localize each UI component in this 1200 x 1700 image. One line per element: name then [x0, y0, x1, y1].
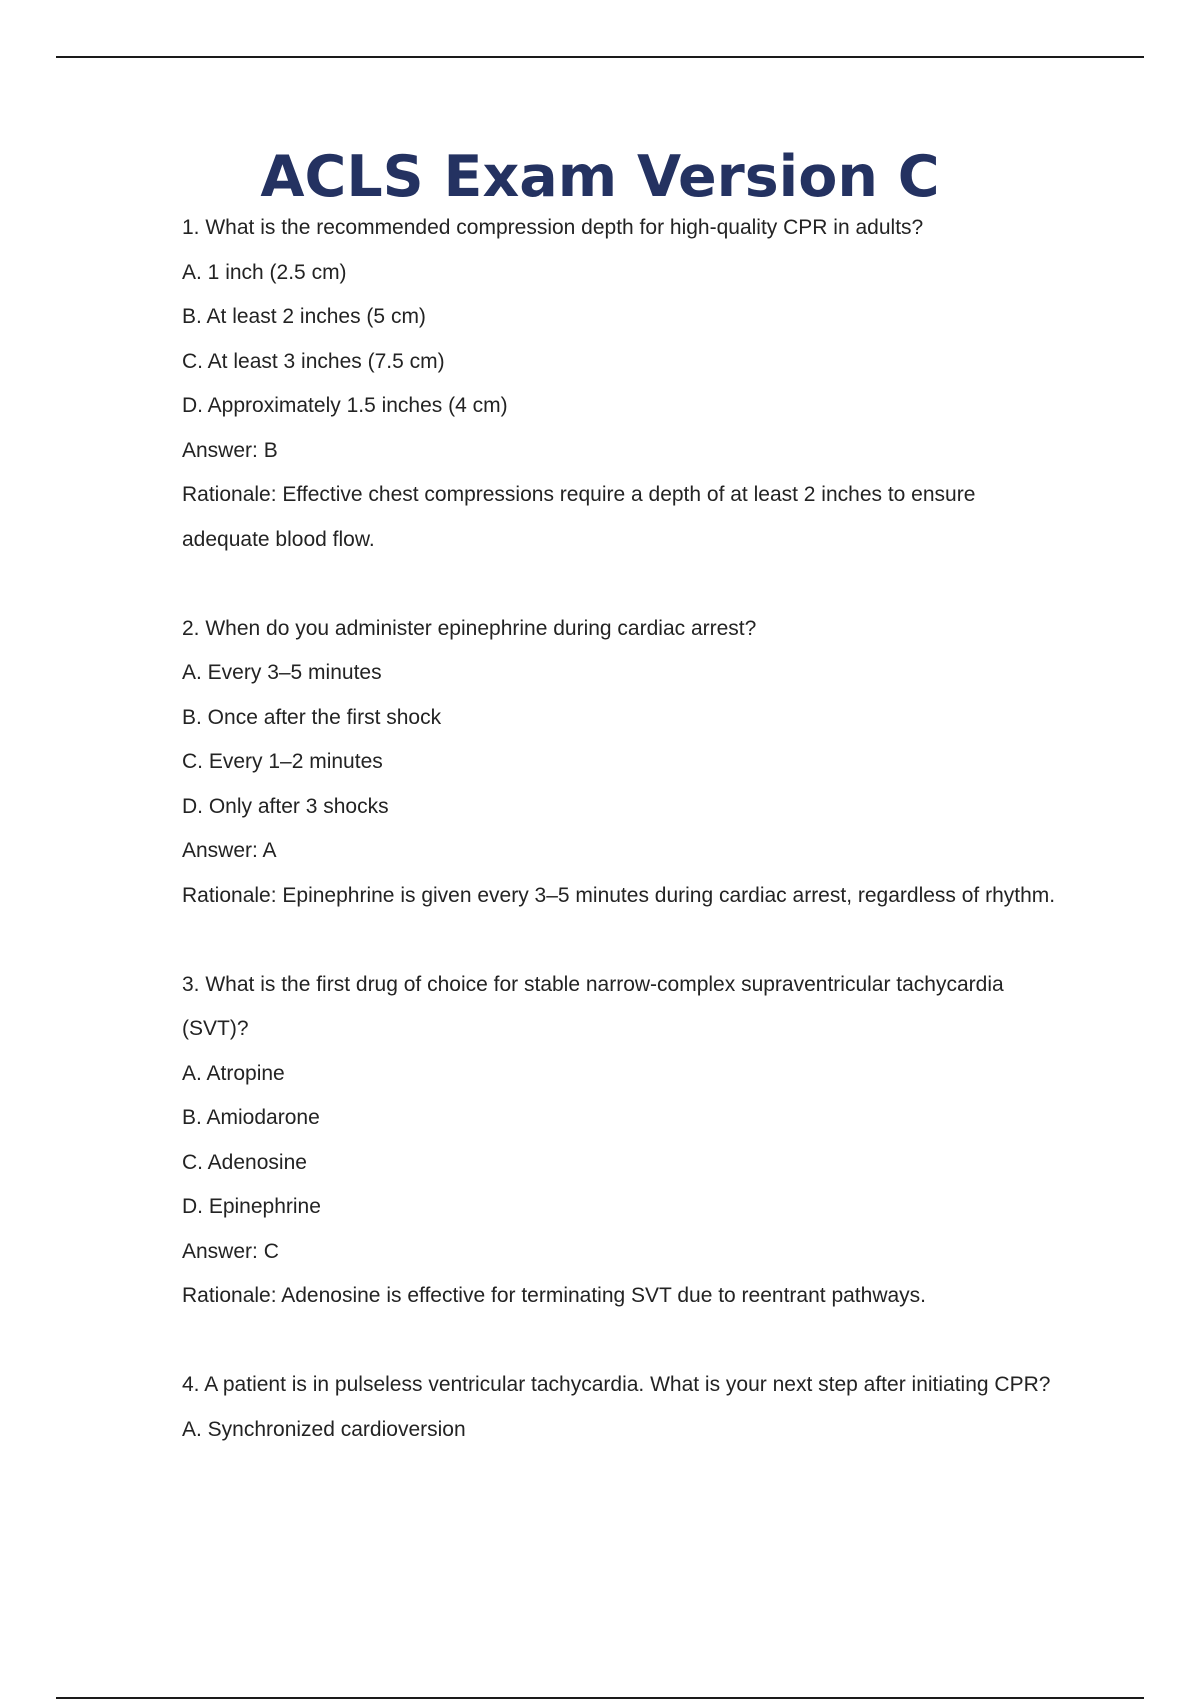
question-text: 1. What is the recommended compression depth for high-quality CPR in adults?	[182, 216, 924, 239]
option-a: A. Every 3–5 minutes	[182, 661, 382, 684]
page-title: ACLS Exam Version C	[260, 144, 940, 210]
header-rule	[56, 56, 1144, 58]
option-d: D. Epinephrine	[182, 1195, 321, 1218]
answer-text: Answer: A	[182, 839, 277, 862]
option-a: A. 1 inch (2.5 cm)	[182, 260, 347, 284]
option-c: C. Every 1–2 minutes	[182, 750, 383, 773]
question-block-3	[182, 963, 1062, 1319]
question-block-4	[182, 1363, 1062, 1452]
rationale-text: Rationale: Effective chest compressions require a depth of at least 2 inches to ensure adequate blood flow.	[182, 483, 976, 551]
option-a: A. Synchronized cardioversion	[182, 1417, 466, 1441]
question-text: 4. A patient is in pulseless ventricular tachycardia. What is your next step after initiating CPR?	[182, 1373, 1051, 1396]
option-c: C. At least 3 inches (7.5 cm)	[182, 349, 445, 373]
option-c: C. Adenosine	[182, 1150, 307, 1174]
answer-text: Answer: B	[182, 438, 278, 462]
question-text: 3. What is the first drug of choice for stable narrow-complex supraventricular tachycardia (SVT)?	[182, 972, 1004, 1040]
option-d: D. Only after 3 shocks	[182, 794, 389, 818]
exam-content	[182, 206, 1062, 1452]
option-b: B. Once after the first shock	[182, 705, 442, 729]
option-a: A. Atropine	[182, 1061, 285, 1085]
option-b: B. Amiodarone	[182, 1106, 320, 1129]
question-text: 2. When do you administer epinephrine during cardiac arrest?	[182, 616, 757, 640]
rationale-text: Rationale: Epinephrine is given every 3–5 minutes during cardiac arrest, regardless of rhythm.	[182, 883, 1056, 907]
footer-rule	[56, 1697, 1144, 1699]
question-block-1	[182, 206, 1062, 562]
option-d: D. Approximately 1.5 inches (4 cm)	[182, 394, 508, 417]
option-b: B. At least 2 inches (5 cm)	[182, 305, 426, 328]
rationale-text: Rationale: Adenosine is effective for terminating SVT due to reentrant pathways.	[182, 1284, 926, 1307]
answer-text: Answer: C	[182, 1239, 279, 1263]
question-block-2	[182, 607, 1062, 919]
